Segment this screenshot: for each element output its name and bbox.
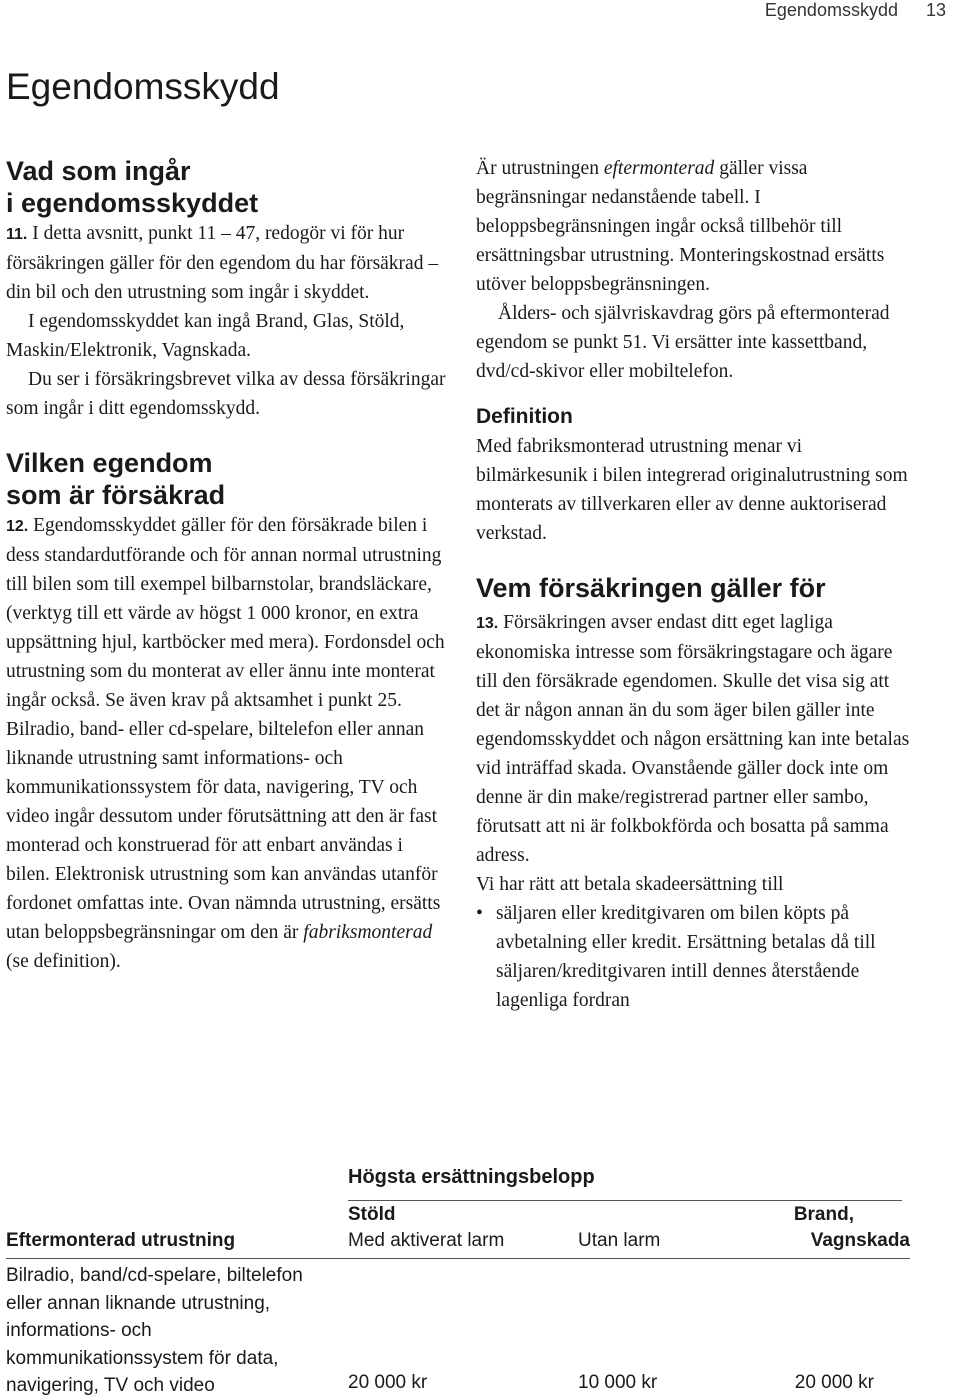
section-heading-vilken-egendom: Vilken egendom som är försäkrad [6,448,226,510]
paragraph-13: 13. Försäkringen avser endast ditt eget lagliga ekonomiska intresse som försäkringstagare och ägare till den försäkrade egendomen. Skulle det visa sig att det är någon annan än du som äger bilen gäller inte egendomsskyddet och någon ersättning kan inte betalas vid inträffad skada. Ovanstående gäller dock inte om denne är din make/registrerad partner eller sambo, förutsatt att ni är folkbokförda och bosatta på samma adress. [476,612,910,866]
column-header-brand: Brand, [793,1204,854,1225]
section-heading-vad-som-ingar: Vad som ingår i egendomsskyddet [6,156,259,218]
definition-text: Med fabriksmonterad utrustning menar vi bilmärkesunik i bilen integrerad originalutrustning som monterats av tillverkaren eller av denne auktoriserad verkstad. [476,436,908,544]
bullet-list [476,899,916,1015]
list-item: • säljaren eller kreditgivaren om bilen köpts på avbetalning eller kredit. Ersättning betalas då till säljaren/kreditgivaren intill dennes återstående lagenliga fordran [476,899,916,1015]
column-header-med-aktiverat-larm: Med aktiverat larm [348,1230,505,1251]
right-column [476,154,916,1015]
section-heading-vem-forsakringen: Vem försäkringen gäller för [476,573,826,603]
clause-number: 12. [6,518,29,535]
table-cell-item: Bilradio, band/cd-spelare, biltelefon eller annan liknande utrustning, informations- och kommunikationssystem för data, navigering, TV och video [6,1265,303,1396]
paragraph-12: 12. Egendomsskyddet gäller för den försäkrade bilen i dess standardutförande och för annan normal utrustning till bilen som till exempel bilbarnstolar, brandsläckare, (verktyg till ett värde av högst 1 000 kronor, en extra uppsättning hjul, kartböcker med mera). Fordonsdel och utrustning som du monterat av eller ännu inte monterat ingår också. Se även krav på aktsamhet i punkt 25. Bilradio, band- eller cd-spelare, biltelefon eller annan liknande utrustning samt informations- och kommunikationssystem för data, navigering, TV och video ingår dessutom under förutsättning att den är fast monterad och konstruerad för att enbart användas i bilen. Elektronisk utrustning som kan användas utanför fordonet omfattas inte. Ovan nämnda utrustning, ersätts utan beloppsbegränsningar om den är fabriksmonterad (se definition). [6,515,445,972]
paragraph-11-c: Du ser i försäkringsbrevet vilka av dessa försäkringar som ingår i ditt egendomsskydd. [6,369,446,419]
paragraph-11: 11. I detta avsnitt, punkt 11 – 47, redogör vi för hur försäkringen gäller för den egendom du har försäkrad – din bil och den utrustning som ingår i skyddet. [6,223,439,303]
row-header-eftermonterad: Eftermonterad utrustning [6,1230,236,1251]
column-header-utan-larm: Utan larm [578,1230,661,1251]
definition-heading: Definition [476,405,573,428]
page-number: 13 [925,0,946,20]
running-header-section: Egendomsskydd [764,0,898,20]
page-title: Egendomsskydd [6,66,280,107]
clause-number: 13. [476,615,499,632]
paragraph-13-b: Vi har rätt att betala skadeersättning till [476,874,784,895]
running-header [765,0,946,21]
table-cell-utan-larm-value: 10 000 kr [578,1372,658,1393]
table-cell-brand-value: 20 000 kr [794,1372,874,1393]
left-column [6,155,446,976]
clause-number: 11. [6,226,28,243]
column-header-stold: Stöld [348,1204,396,1225]
table-title: Högsta ersättningsbelopp [348,1166,595,1188]
table-cell-med-larm-value: 20 000 kr [348,1372,428,1393]
column-header-vagnskada: Vagnskada [810,1230,910,1251]
paragraph-eftermonterad: Är utrustningen eftermonterad gäller vissa begränsningar nedanstående tabell. I beloppsbegränsningen ingår också tillbehör till ersättningsbar utrustning. Monteringskostnad ersätts utöver beloppsbegränsningen. [476,158,885,295]
table-rule-top [348,1200,902,1201]
paragraph-11-b: I egendomsskyddet kan ingå Brand, Glas, Stöld, Maskin/Elektronik, Vagnskada. [6,311,405,361]
paragraph-alders-avdrag: Ålders- och självriskavdrag görs på eftermonterad egendom se punkt 51. Vi ersätter inte kassettband, dvd/cd-skivor eller mobiltelefon. [476,303,890,382]
table-rule-header [6,1258,910,1259]
